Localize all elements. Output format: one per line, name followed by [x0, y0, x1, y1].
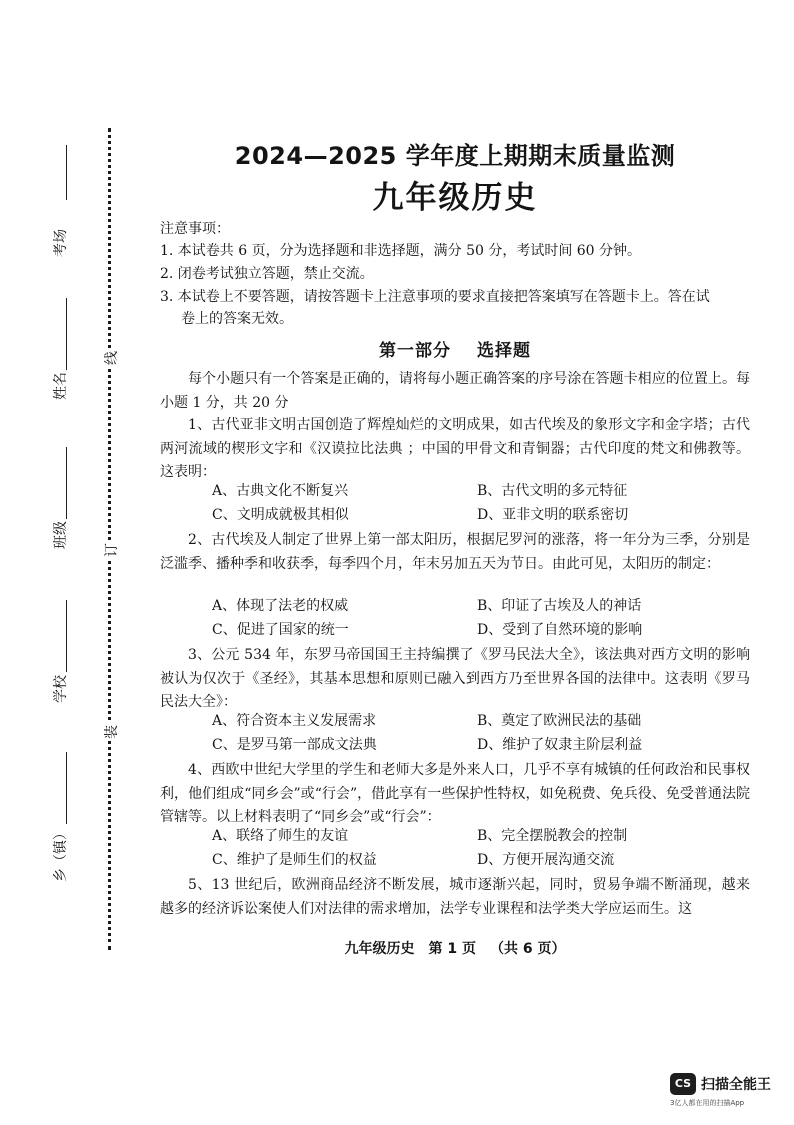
- option-c: C、促进了国家的统一: [212, 621, 349, 638]
- question-2-options: [212, 595, 752, 642]
- cut-mark-bind: 订: [101, 541, 121, 559]
- notes-heading: 注意事项：: [160, 221, 230, 237]
- binding-margin: [0, 0, 120, 1125]
- option-c: C、维护了是师生们的权益: [212, 851, 377, 868]
- name-field: [0, 298, 69, 428]
- class-label: 班级: [53, 521, 69, 549]
- township-label: 乡（镇）: [53, 826, 69, 882]
- cut-mark-install: 装: [101, 723, 121, 741]
- section-name: 选择题: [477, 341, 531, 361]
- question-3-options: [212, 710, 752, 757]
- option-d: D、维护了奴隶主阶层利益: [477, 736, 643, 753]
- camscanner-logo-icon: CS: [670, 1073, 696, 1095]
- scanner-watermark: [670, 1071, 782, 1115]
- note-item: 2. 闭卷考试独立答题，禁止交流。: [160, 266, 374, 282]
- question-stem: 1、古代亚非文明古国创造了辉煌灿烂的文明成果，如古代埃及的象形文字和金字塔；古代两河流域的楔形文字和《汉谟拉比法典 ；中国的甲骨文和青铜器；古代印度的梵文和佛教等。这表明：: [160, 417, 750, 480]
- page-footer: [160, 938, 750, 958]
- option-d: D、受到了自然环境的影响: [477, 621, 643, 638]
- fill-line: [66, 298, 67, 370]
- question-4-options: [212, 825, 752, 872]
- option-d: D、方便开展沟通交流: [477, 851, 615, 868]
- fill-line: [66, 447, 67, 519]
- option-a: A、古典文化不断复兴: [212, 483, 349, 499]
- option-a: A、联络了师生的友谊: [212, 828, 349, 844]
- class-field: [0, 447, 69, 577]
- footer-subject: 九年级历史: [344, 941, 415, 957]
- option-b: B、古代文明的多元特征: [477, 483, 628, 499]
- option-b: B、完全摆脱教会的控制: [477, 828, 628, 844]
- subject-title: 九年级历史: [372, 180, 538, 216]
- fill-line: [66, 145, 67, 200]
- township-field: [0, 752, 69, 882]
- cut-mark-line: 线: [101, 349, 121, 367]
- school-label: 学校: [53, 675, 69, 703]
- exam-room-field: [0, 145, 69, 275]
- option-b: B、奠定了欧洲民法的基础: [477, 713, 642, 729]
- watermark-name: 扫描全能王: [701, 1077, 771, 1093]
- instruction-text: 每个小题只有一个答案是正确的，请将每小题正确答案的序号涂在答题卡相应的位置上。每小题 1 分，共 20 分: [160, 371, 750, 411]
- option-b: B、印证了古埃及人的神话: [477, 598, 642, 614]
- option-d: D、亚非文明的联系密切: [477, 506, 629, 523]
- question-3: [160, 644, 750, 715]
- watermark-tagline: 3亿人都在用的扫描App: [670, 1099, 745, 1107]
- question-4: [160, 759, 750, 830]
- question-stem: 4、西欧中世纪大学里的学生和老师大多是外来人口，几乎不享有城镇的任何政治和民事权利，他们组成“同乡会”或“行会”，借此享有一些保护性特权，如免税费、免兵役、免受普通法院管辖等。以上材料表明了“同乡会”或“行会”：: [160, 762, 750, 825]
- option-a: A、符合资本主义发展需求: [212, 713, 377, 729]
- section-instruction: [160, 368, 750, 415]
- fill-line: [66, 600, 67, 672]
- option-c: C、文明成就极其相似: [212, 506, 349, 523]
- exam-title: 2024—2025 学年度上期期末质量监测: [234, 142, 676, 170]
- question-stem: 5、13 世纪后，欧洲商品经济不断发展，城市逐渐兴起，同时，贸易争端不断涌现，越来越多的经济诉讼案使人们对法律的需求增加，法学专业课程和法学类大学应运而生。这: [160, 877, 750, 917]
- question-stem: 2、古代埃及人制定了世界上第一部太阳历，根据尼罗河的涨落，将一年分为三季，分别是泛滥季、播种季和收获季，每季四个月，年末另加五天为节日。由此可见，太阳历的制定：: [160, 532, 750, 572]
- school-field: [0, 600, 69, 730]
- option-a: A、体现了法老的权威: [212, 598, 349, 614]
- footer-page: 第 1 页: [428, 941, 476, 957]
- exam-room-label: 考场: [53, 229, 69, 257]
- question-2: [160, 529, 750, 576]
- note-item: 3. 本试卷上不要答题，请按答题卡上注意事项的要求直接把答案填写在答题卡上。答在试: [160, 289, 710, 305]
- note-item: 1. 本试卷共 6 页，分为选择题和非选择题，满分 50 分，考试时间 60 分钟。: [160, 243, 642, 259]
- fill-line: [66, 752, 67, 824]
- question-1-options: [212, 480, 752, 527]
- footer-total: （共 6 页）: [490, 941, 566, 957]
- name-label: 姓名: [53, 372, 69, 400]
- note-item: 卷上的答案无效。: [181, 311, 293, 327]
- section-heading: [160, 336, 750, 361]
- question-stem: 3、公元 534 年，东罗马帝国国王主持编撰了《罗马民法大全》，该法典对西方文明的影响被认为仅次于《圣经》，其基本思想和原则已融入到西方乃至世界各国的法律中。这表明《罗马民法大全》：: [160, 647, 750, 710]
- cut-line: [108, 128, 111, 950]
- question-5: [160, 874, 750, 921]
- question-1: [160, 414, 750, 485]
- option-c: C、是罗马第一部成文法典: [212, 736, 377, 753]
- section-part: 第一部分: [379, 341, 451, 361]
